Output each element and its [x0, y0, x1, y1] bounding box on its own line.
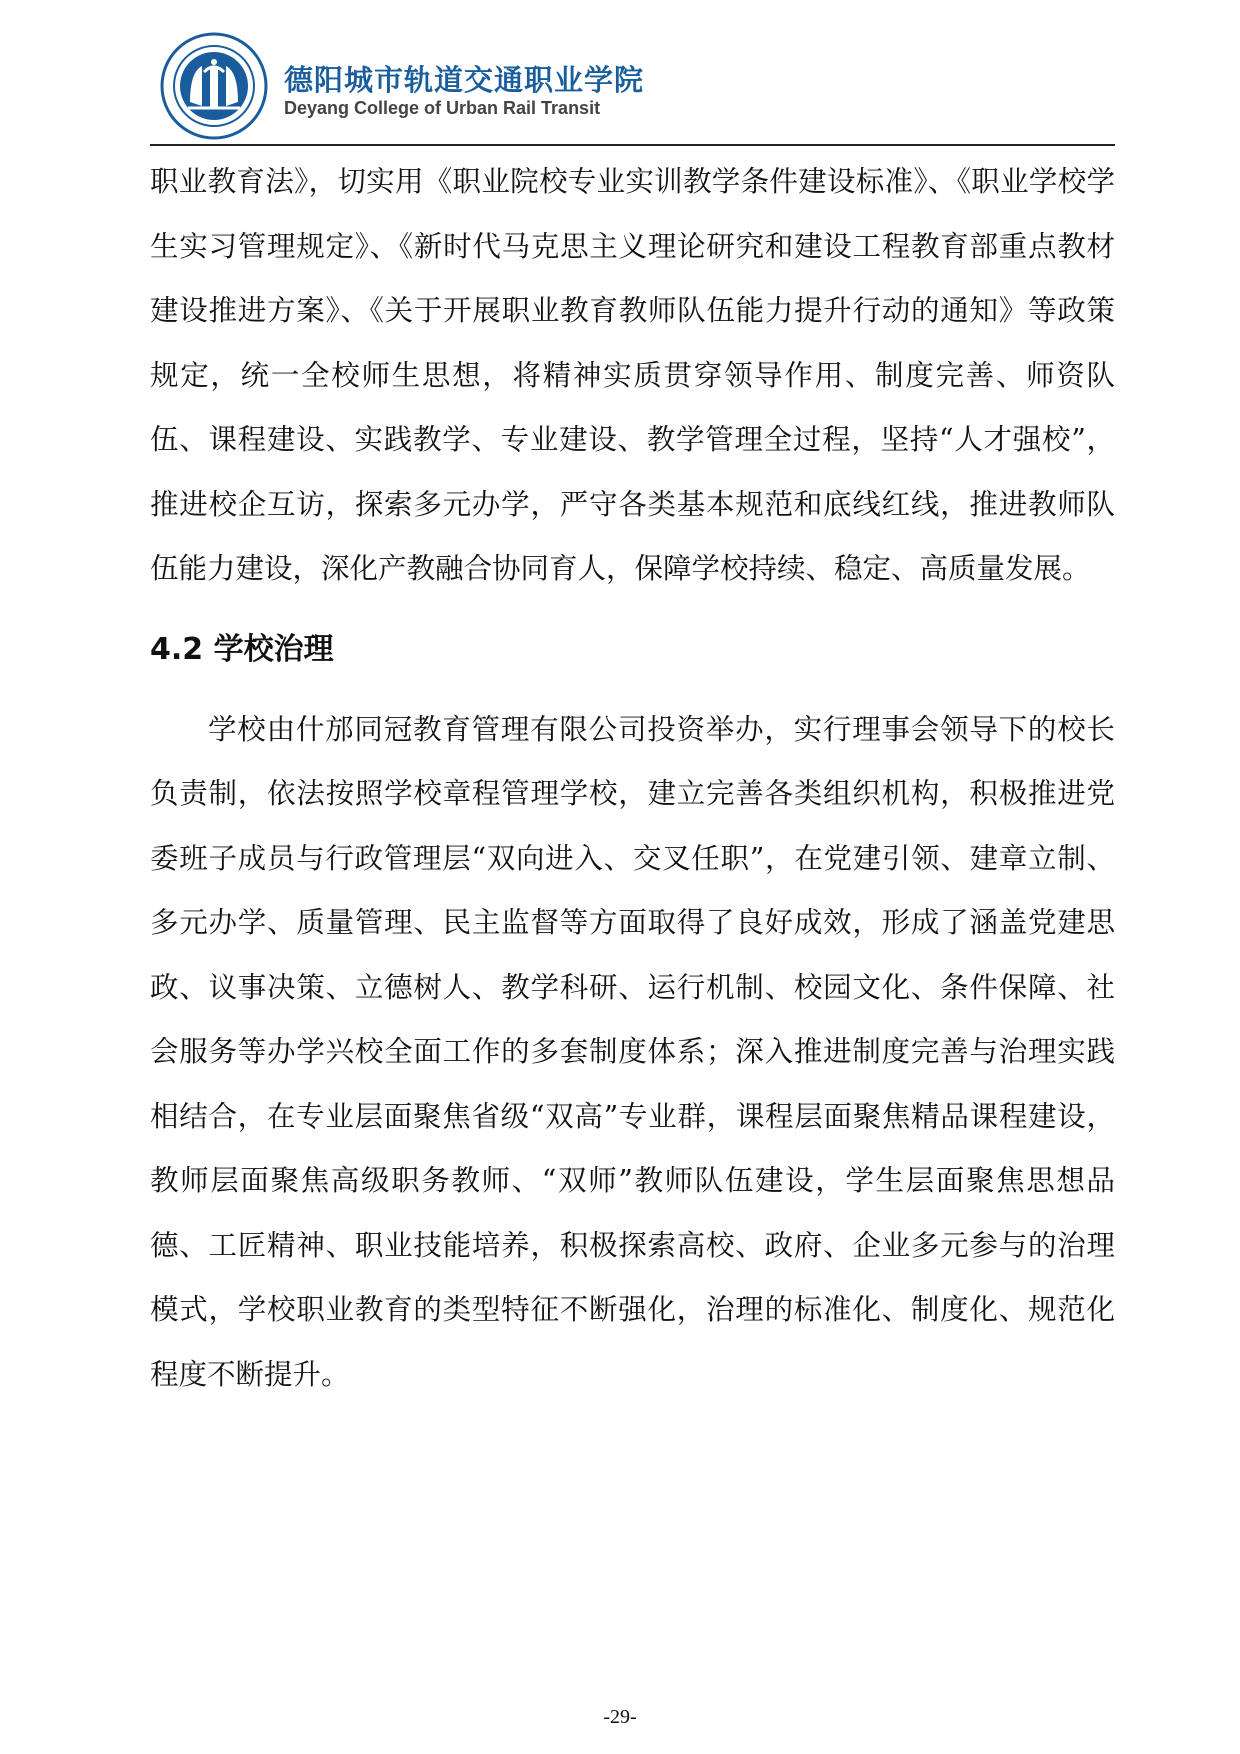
page-content	[150, 150, 1115, 1407]
header-divider	[150, 144, 1115, 146]
college-emblem-icon	[160, 32, 268, 140]
body-paragraph-2: 学校由什邡同冠教育管理有限公司投资举办，实行理事会领导下的校长负责制，依法按照学校章程管理学校，建立完善各类组织机构，积极推进党委班子成员与行政管理层“双向进入、交叉任职”，在党建引领、建章立制、多元办学、质量管理、民主监督等方面取得了良好成效，形成了涵盖党建思政、议事决策、立德树人、教学科研、运行机制、校园文化、条件保障、社会服务等办学兴校全面工作的多套制度体系；深入推进制度完善与治理实践相结合，在专业层面聚焦省级“双高”专业群，课程层面聚焦精品课程建设，教师层面聚焦高级职务教师、“双师”教师队伍建设，学生层面聚焦思想品德、工匠精神、职业技能培养，积极探索高校、政府、企业多元参与的治理模式，学校职业教育的类型特征不断强化，治理的标准化、制度化、规范化程度不断提升。	[150, 712, 1115, 1391]
page-header	[150, 28, 1115, 146]
page-number: -29-	[603, 1706, 637, 1728]
college-name-en: Deyang College of Urban Rail Transit	[284, 98, 601, 118]
college-name-cn: 德阳城市轨道交通职业学院	[284, 63, 645, 97]
section-heading: 4.2 学校治理	[150, 631, 334, 667]
body-paragraph-1: 职业教育法》，切实用《职业院校专业实训教学条件建设标准》、《职业学校学生实习管理规定》、《新时代马克思主义理论研究和建设工程教育部重点教材建设推进方案》、《关于开展职业教育教师队伍能力提升行动的通知》等政策规定，统一全校师生思想，将精神实质贯穿领导作用、制度完善、师资队伍、课程建设、实践教学、专业建设、教学管理全过程，坚持“人才强校”，推进校企互访，探索多元办学，严守各类基本规范和底线红线，推进教师队伍能力建设，深化产教融合协同育人，保障学校持续、稳定、高质量发展。	[150, 165, 1115, 585]
